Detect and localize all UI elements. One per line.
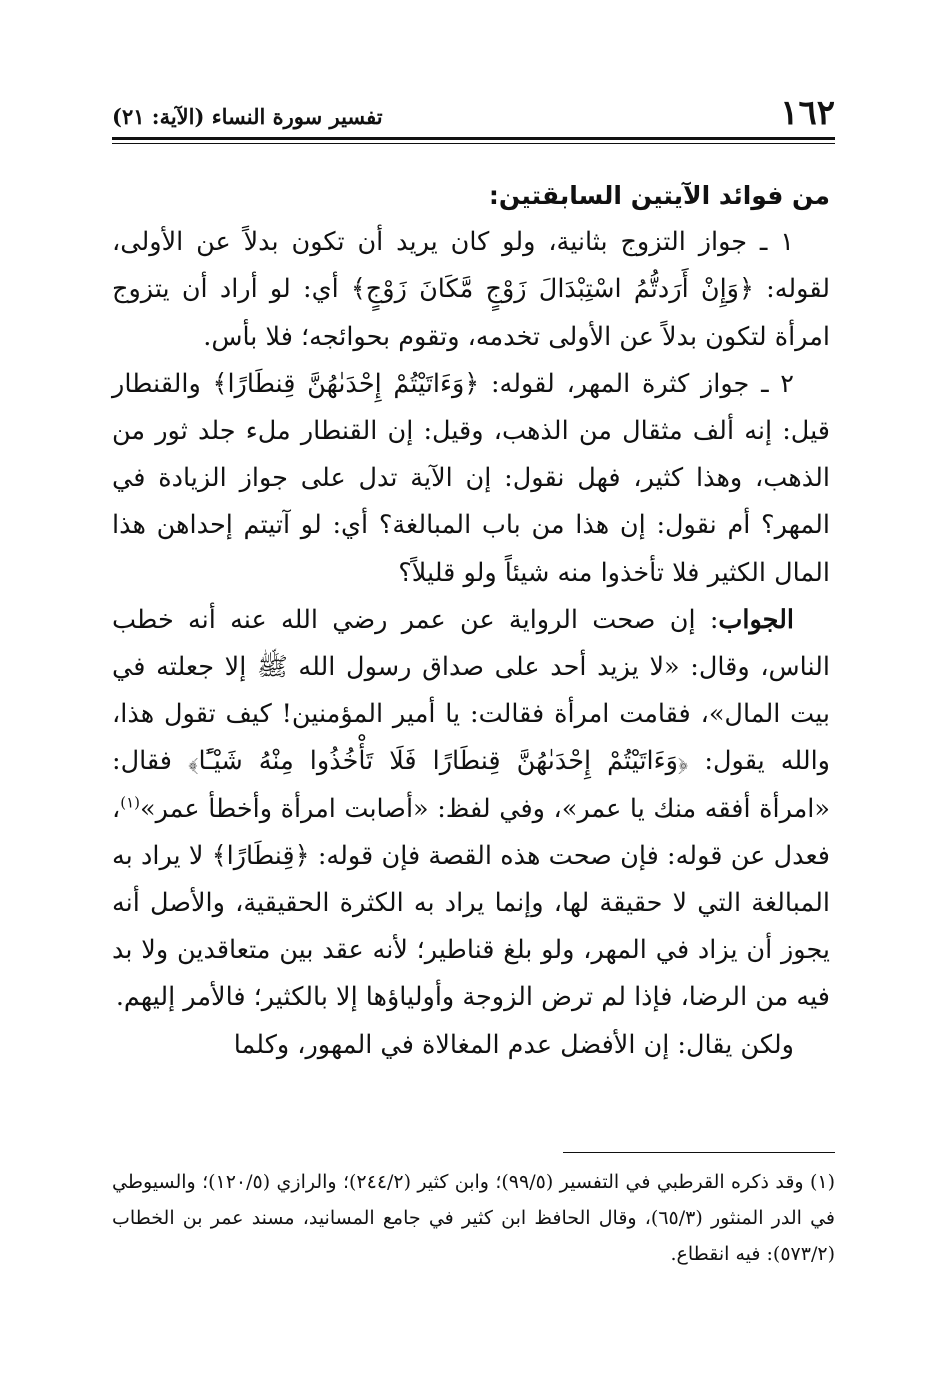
header-rule-thick bbox=[112, 137, 835, 140]
footnote-reference[interactable]: (١) bbox=[120, 793, 141, 812]
footnote-separator bbox=[563, 1152, 835, 1153]
header-rule-thin bbox=[112, 143, 835, 144]
main-text bbox=[112, 172, 830, 1069]
paragraph-1: ١ ـ جواز التزوج بثانية، ولو كان يريد أن تكون بدلاً عن الأولى، لقوله: ﴿وَإِنْ أَرَدتُّمُ اسْتِبْدَالَ زَوْجٍ مَّكَانَ زَوْجٍ﴾ أي: لو أراد أن يتزوج امرأة لتكون بدلاً عن الأولى تخدمه، وتقوم بحوائجه؛ فلا بأس. bbox=[112, 227, 830, 352]
footnote-1: (١) وقد ذكره القرطبي في التفسير (٩٩/٥)؛ وابن كثير (٢٤٤/٢)؛ والرازي (١٢٠/٥)؛ والسيوطي في الدر المنثور (٦٥/٣)، وقال الحافظ ابن كثير في جامع المسانيد، مسند عمر بن الخطاب (٥٧٣/٢): فيه انقطاع. bbox=[112, 1171, 835, 1265]
running-header bbox=[112, 92, 835, 132]
header-title: تفسير سورة النساء (الآية: ٢١) bbox=[112, 104, 383, 129]
section-heading: من فوائد الآيتين السابقتين: bbox=[488, 181, 830, 210]
paragraph-2: ٢ ـ جواز كثرة المهر، لقوله: ﴿وَءَاتَيْتُمْ إِحْدَىٰهُنَّ قِنطَارًا﴾ والقنطار قيل: إنه ألف مثقال من الذهب، وقيل: إن القنطار ملء جلد ثور من الذهب، وهذا كثير، فهل نقول: إن الآية تدل على جواز الزيادة في المهر؟ أم نقول: إن هذا من باب المبالغة؟ أي: لو آتيتم إحداهن هذا المال الكثير فلا تأخذوا منه شيئاً ولو قليلاً؟ bbox=[112, 368, 830, 588]
page-number: ١٦٢ bbox=[780, 93, 835, 133]
paragraph-3-text-a: : إن صحت الرواية عن عمر رضي الله عنه أنه خطب الناس، وقال: «لا يزيد أحد على صداق رسول الله ﷺ إلا جعلته في بيت المال»، فقامت امرأة فقالت: يا أمير المؤمنين! كيف تقول هذا، والله يقول: ﴿وَءَاتَيْتُمْ إِحْدَىٰهُنَّ قِنطَارًا فَلَا تَأْخُذُوا مِنْهُ شَيْـًٔا﴾ فقال: «امرأة أفقه منك يا عمر»، وفي لفظ: «أصابت امرأة وأخطأ عمر» bbox=[112, 604, 830, 824]
paragraph-3 bbox=[112, 597, 830, 1022]
paragraph-4: ولكن يقال: إن الأفضل عدم المغالاة في المهور، وكلما bbox=[233, 1029, 794, 1060]
paragraph-3-text-b: ، فعدل عن قوله: فإن صحت هذه القصة فإن قوله: ﴿قِنطَارًا﴾ لا يراد به المبالغة التي لا حقيقة لها، وإنما يراد به الكثرة الحقيقية، والأصل أنه يجوز أن يزاد في المهر، ولو بلغ قناطير؛ لأنه عقد بين متعاقدين ولا بد فيه من الرضا، فإذا لم ترض الزوجة وأولياؤها إلا بالكثير؛ فالأمر إليهم. bbox=[112, 793, 830, 1013]
answer-label: الجواب bbox=[718, 604, 794, 635]
footnotes bbox=[112, 1164, 835, 1272]
